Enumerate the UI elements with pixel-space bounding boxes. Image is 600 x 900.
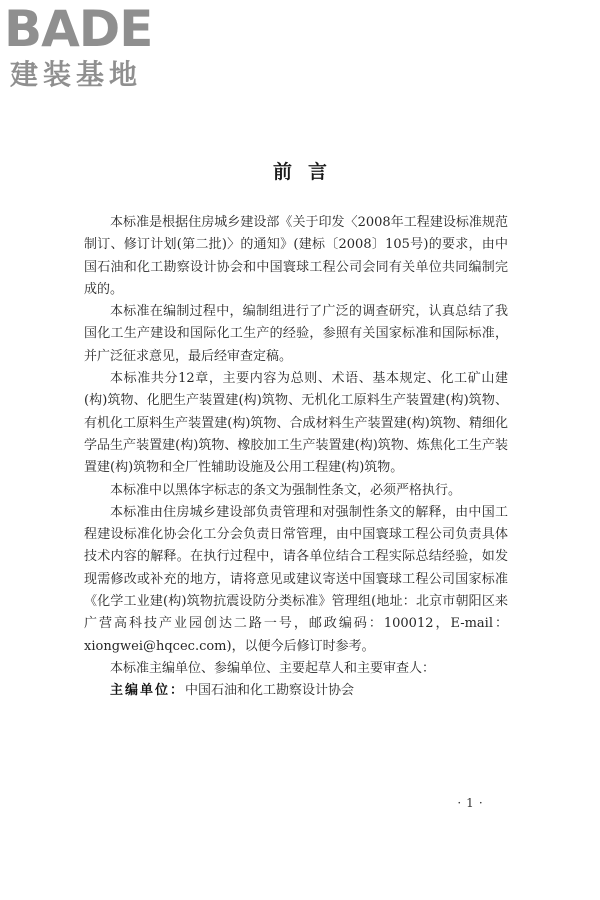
- page-number-value: 1: [466, 796, 474, 810]
- paragraph-contents: 本标准共分12章，主要内容为总则、术语、基本规定、化工矿山建(构)筑物、化肥生产装置建(构)筑物、无机化工原料生产装置建(构)筑物、有机化工原料生产装置建(构)筑物、合成材料生产装置建(构)筑物、精细化学品生产装置建(构)筑物、橡胶加工生产装置建(构)筑物、炼焦化工生产装置建(构)筑物和全厂性辅助设施及公用工程建(构)筑物。: [84, 371, 508, 476]
- paragraph-basis: 本标准是根据住房城乡建设部《关于印发〈2008年工程建设标准规范制订、修订计划(第二批)〉的通知》(建标〔2008〕105号)的要求，由中国石油和化工勘察设计协会和中国寰球工程公司会同有关单位共同编制完成的。: [84, 215, 508, 297]
- paragraph-management: 本标准由住房城乡建设部负责管理和对强制性条文的解释，由中国工程建设标准化协会化工分会负责日常管理，由中国寰球工程公司负责具体技术内容的解释。在执行过程中，请各单位结合工程实际总结经验，如发现需修改或补充的地方，请将意见或建议寄送中国寰球工程公司国家标准《化学工业建(构)筑物抗震设防分类标准》管理组(地址：北京市朝阳区来广营高科技产业园创达二路一号，邮政编码：100012，E-mail：xiongwei@hqcec.com)，以便今后修订时参考。: [84, 504, 508, 654]
- chief-editor-line: [84, 680, 508, 702]
- chief-editor-value: 中国石油和化工勘察设计协会: [185, 683, 355, 699]
- preface-body: [84, 212, 508, 703]
- page-number-dot-left: ·: [457, 796, 462, 810]
- chief-editor-label: 主编单位：: [110, 683, 186, 699]
- paragraph-units-intro: 本标准主编单位、参编单位、主要起草人和主要审查人：: [110, 660, 436, 676]
- bade-logo: [4, 2, 174, 94]
- page-number-dot-right: ·: [478, 796, 483, 810]
- paragraph-process: 本标准在编制过程中，编制组进行了广泛的调查研究，认真总结了我国化工生产建设和国际化工生产的经验，参照有关国家标准和国际标准，并广泛征求意见，最后经审查定稿。: [84, 304, 508, 364]
- paragraph-mandatory: 本标准中以黑体字标志的条文为强制性条文，必须严格执行。: [110, 482, 462, 498]
- logo-chinese-text: 建装基地: [10, 58, 143, 91]
- page-title: 前言: [272, 160, 343, 183]
- logo-latin-text: BADE: [4, 0, 153, 58]
- page-number: [440, 796, 500, 810]
